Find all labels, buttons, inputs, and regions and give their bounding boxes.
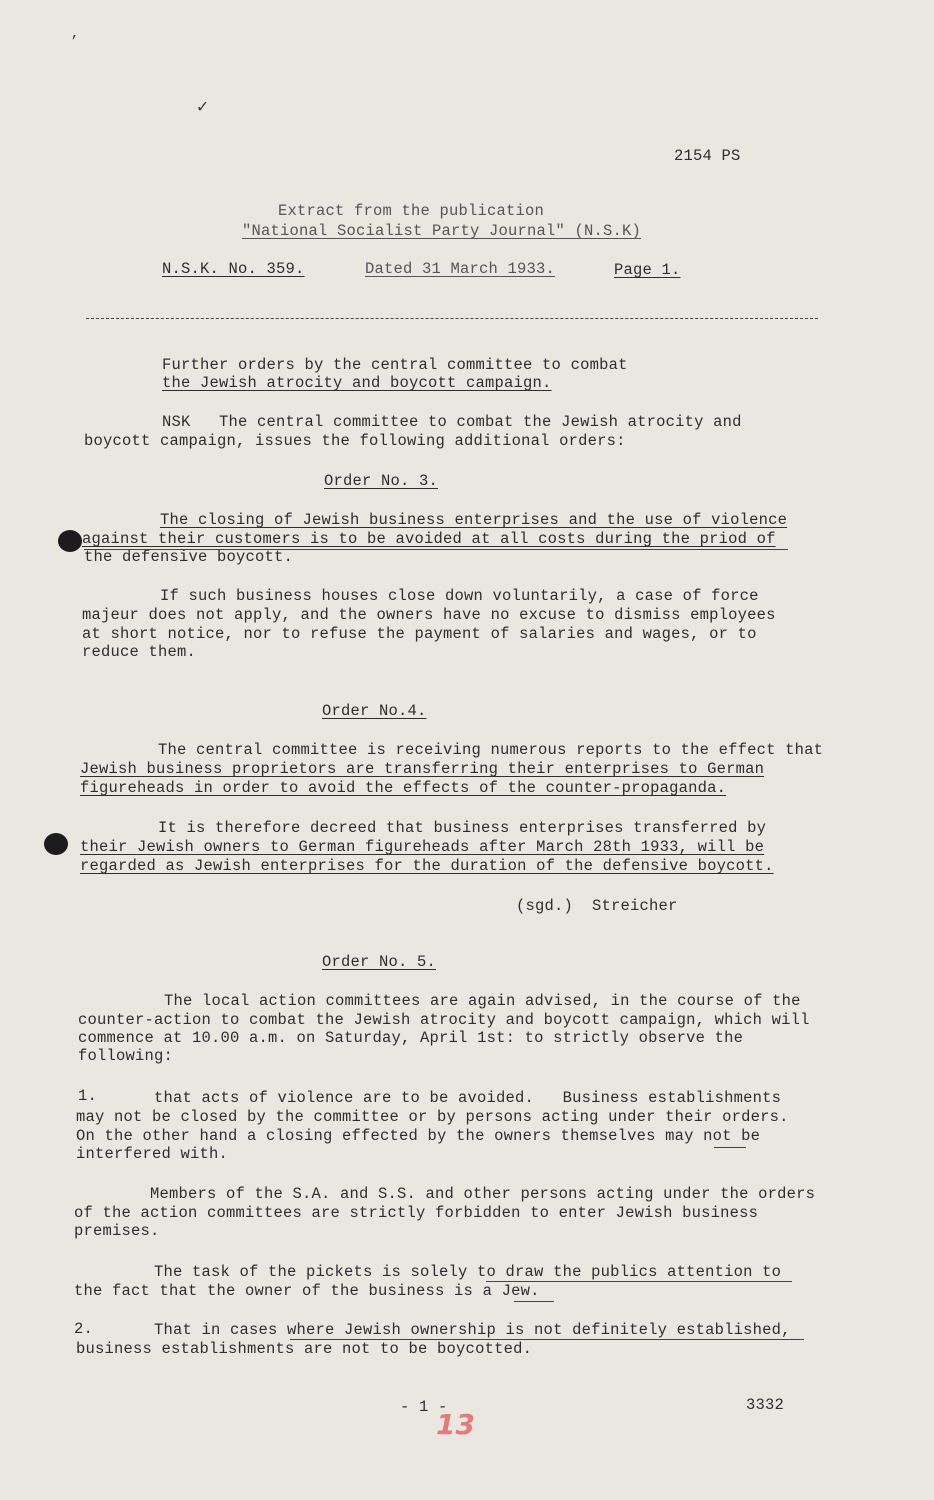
publication-date: Dated 31 March 1933. <box>365 260 556 278</box>
order-5-line: counter-action to combat the Jewish atrocity and boycott campaign, which will <box>78 1011 810 1029</box>
order-3-line: at short notice, nor to refuse the payment of salaries and wages, or to <box>82 625 757 643</box>
order-5-line: Members of the S.A. and S.S. and other persons acting under the orders <box>150 1185 816 1203</box>
page-label: Page 1. <box>614 261 681 279</box>
intro-heading-line: the Jewish atrocity and boycott campaign. <box>162 374 552 392</box>
order-5-item-line: may not be closed by the committee or by persons acting under their orders. <box>76 1108 789 1126</box>
order-5-line: following: <box>78 1047 174 1065</box>
order-5-item-line: That in cases where Jewish ownership is not definitely established, <box>154 1321 791 1339</box>
binder-hole <box>58 530 82 552</box>
list-number: 2. <box>74 1320 94 1338</box>
order-5-line: commence at 10.00 a.m. on Saturday, April 1st: to strictly observe the <box>78 1029 744 1047</box>
order-4-line: It is therefore decreed that business enterprises transferred by <box>158 819 767 837</box>
intro-paragraph-line: NSK The central committee to combat the Jewish atrocity and <box>162 413 742 431</box>
order-4-line: their Jewish owners to German figureheads after March 28th 1933, will be <box>80 838 765 856</box>
check-mark: ✓ <box>197 98 208 118</box>
order-5-item-line: that acts of violence are to be avoided. Business establishments <box>154 1089 782 1107</box>
order-4-line: figureheads in order to avoid the effects of the counter-propaganda. <box>80 779 727 797</box>
order-4-line: Jewish business proprietors are transferring their enterprises to German <box>80 760 765 778</box>
underline <box>84 549 788 550</box>
binder-hole <box>44 833 68 855</box>
journal-title: "National Socialist Party Journal" (N.S.K) <box>242 222 642 240</box>
extract-line: Extract from the publication <box>278 202 545 220</box>
order-3-line: The closing of Jewish business enterprises and the use of violence <box>160 511 788 529</box>
order-3-line: reduce them. <box>82 643 197 661</box>
order-5-item-line: business establishments are not to be boycotted. <box>76 1340 533 1358</box>
order-5-item-line: On the other hand a closing effected by the owners themselves may not be <box>76 1127 761 1145</box>
order-3-line: against their customers is to be avoided at all costs during the priod of <box>82 530 776 548</box>
list-number: 1. <box>78 1087 98 1105</box>
handwritten-page-stamp: 13 <box>436 1408 475 1441</box>
pen-mark: ’ <box>70 34 79 50</box>
order-5-line: the fact that the owner of the business is a Jew. <box>74 1282 540 1300</box>
underline <box>714 1147 746 1148</box>
order-5-item-line: interfered with. <box>76 1145 229 1163</box>
order-5-line: The task of the pickets is solely to draw the publics attention to <box>154 1263 782 1281</box>
document-reference: 2154 PS <box>674 147 741 165</box>
order-5-title: Order No. 5. <box>322 953 437 971</box>
order-5-line: of the action committees are strictly forbidden to enter Jewish business <box>74 1204 759 1222</box>
document-number: 3332 <box>746 1396 785 1414</box>
order-4-line: The central committee is receiving numerous reports to the effect that <box>158 741 824 759</box>
intro-heading-line: Further orders by the central committee to combat <box>162 356 628 374</box>
intro-paragraph-line: boycott campaign, issues the following additional orders: <box>84 432 626 450</box>
order-5-line: The local action committees are again advised, in the course of the <box>164 992 801 1010</box>
nsk-number: N.S.K. No. 359. <box>162 260 305 278</box>
order-3-line: majeur does not apply, and the owners have no excuse to dismiss employees <box>82 606 776 624</box>
underline <box>514 1301 554 1302</box>
header-divider <box>86 318 818 319</box>
order-4-line: regarded as Jewish enterprises for the duration of the defensive boycott. <box>80 857 774 875</box>
signature: (sgd.) Streicher <box>516 897 678 915</box>
order-3-title: Order No. 3. <box>324 472 439 490</box>
order-4-title: Order No.4. <box>322 702 427 720</box>
order-3-line: If such business houses close down voluntarily, a case of force <box>160 587 759 605</box>
page-number: - 1 - <box>400 1398 448 1416</box>
order-5-line: premises. <box>74 1222 160 1240</box>
order-3-line: the defensive boycott. <box>84 548 294 566</box>
